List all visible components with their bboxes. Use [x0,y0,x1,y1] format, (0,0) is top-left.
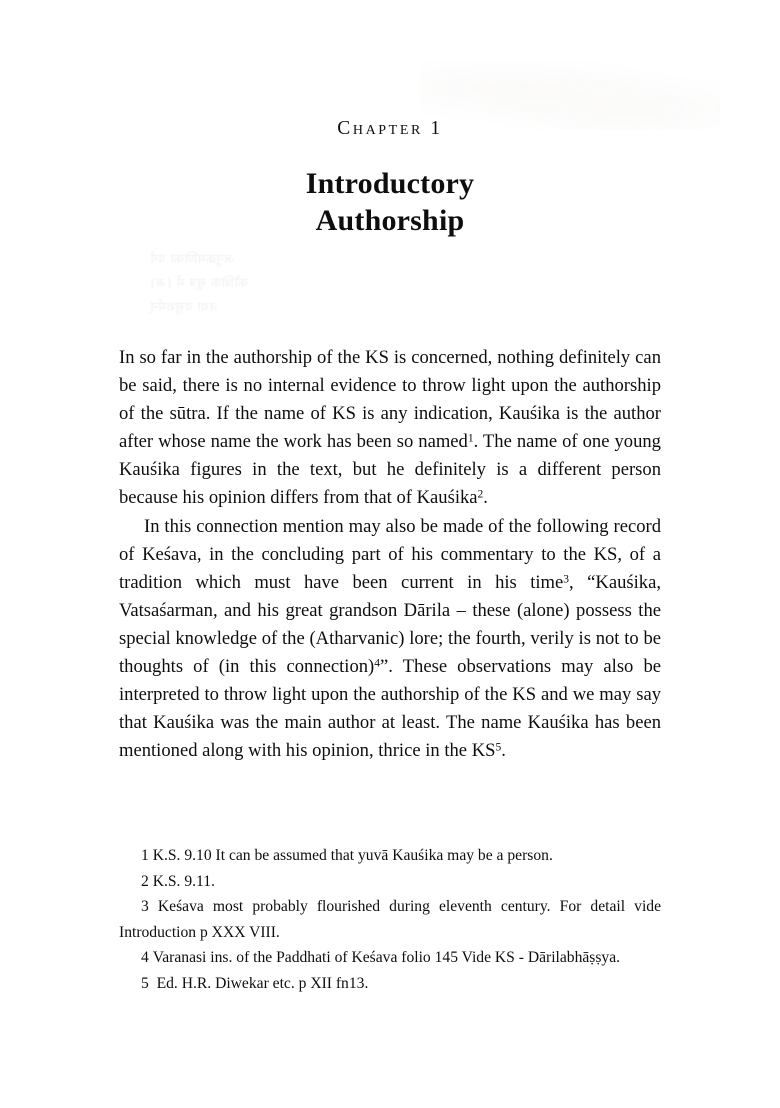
bleed-line-2: कौशिक सूत्र में (अ) [150,276,248,291]
footnote-ref-3[interactable]: 3 [563,573,570,586]
body-text [119,344,661,765]
footnote-ref-1[interactable]: 1 [467,432,474,445]
footnote-item [119,894,661,945]
paragraph-1-part-2: . The name of one young Kauśika figures in the text, but he definitely is a different person because his opinion differs from that of Kauśika [119,431,661,509]
footnote-number: 2 [141,872,149,890]
paragraph-2-part-1: In this connection mention may also be made of the following record of Keśava, in the concluding part of his commentary to the KS, of a tradition which must have been current in his time [119,515,661,593]
bleed-line-1: अनुक्रमणिका वर्ग [150,252,235,267]
footnote-text: Varanasi ins. of the Paddhati of Keśava folio 145 Vide KS - Dārilabhāṣṣya. [152,949,621,967]
footnote-number: 5 [141,974,149,992]
paragraph-2-part-2: , “Kauśika, Vatsaśarman, and his great grandson Dārila – these (alone) possess the special knowledge of the (Atharvanic) lore; the fourth, verily is not to be thoughts of (in this connection) [119,571,661,678]
footnote-ref-2[interactable]: 2 [477,488,484,501]
footnote-item [119,869,661,895]
footnote-number: 1 [141,847,149,864]
footnote-ref-4[interactable]: 4 [374,657,381,670]
footnote-text: K.S. 9.11. [152,872,215,890]
footnote-number: 4 [141,949,149,967]
footnote-ref-5[interactable]: 5 [495,741,502,754]
footnote-item [119,971,661,997]
footnote-text: Keśava most probably flourished during eleventh century. For detail vide Introduction p XXX VIII. [119,898,661,941]
body-paragraph-1 [119,344,661,513]
bleed-line-3: तथा वसुशर्मन् [150,300,218,315]
body-paragraph-2 [119,513,661,766]
chapter-title-line-1: Introductory [305,167,475,200]
footnote-item [119,945,661,971]
chapter-title [0,165,780,239]
footnote-list [119,843,661,997]
paragraph-1-part-1: In so far in the authorship of the KS is concerned, nothing definitely can be said, there is no internal evidence to throw light upon the authorship of the sūtra. If the name of KS is any indication, Kauśika is the author after whose name the work has been so named [119,347,661,453]
chapter-title-line-2: Authorship [315,204,465,237]
footnote-item [119,843,661,869]
footnote-number: 3 [141,898,149,916]
chapter-label: Chapter 1 [337,118,443,139]
reverse-side-bleed-through [150,248,550,328]
paragraph-1-part-3: . [483,487,488,509]
paragraph-2-part-4: . [501,740,506,762]
footnote-text: Ed. H.R. Diwekar etc. p XII fn13. [156,974,369,992]
footnote-text: K.S. 9.10 It can be assumed that yuvā Kauśika may be a person. [152,847,553,864]
paragraph-2-part-3: ”. These observations may also be interpreted to throw light upon the authorship of the KS and we may say that Kauśika was the main author at least. The name Kauśika has been mentioned along with his opinion, thrice in the KS [119,656,662,762]
